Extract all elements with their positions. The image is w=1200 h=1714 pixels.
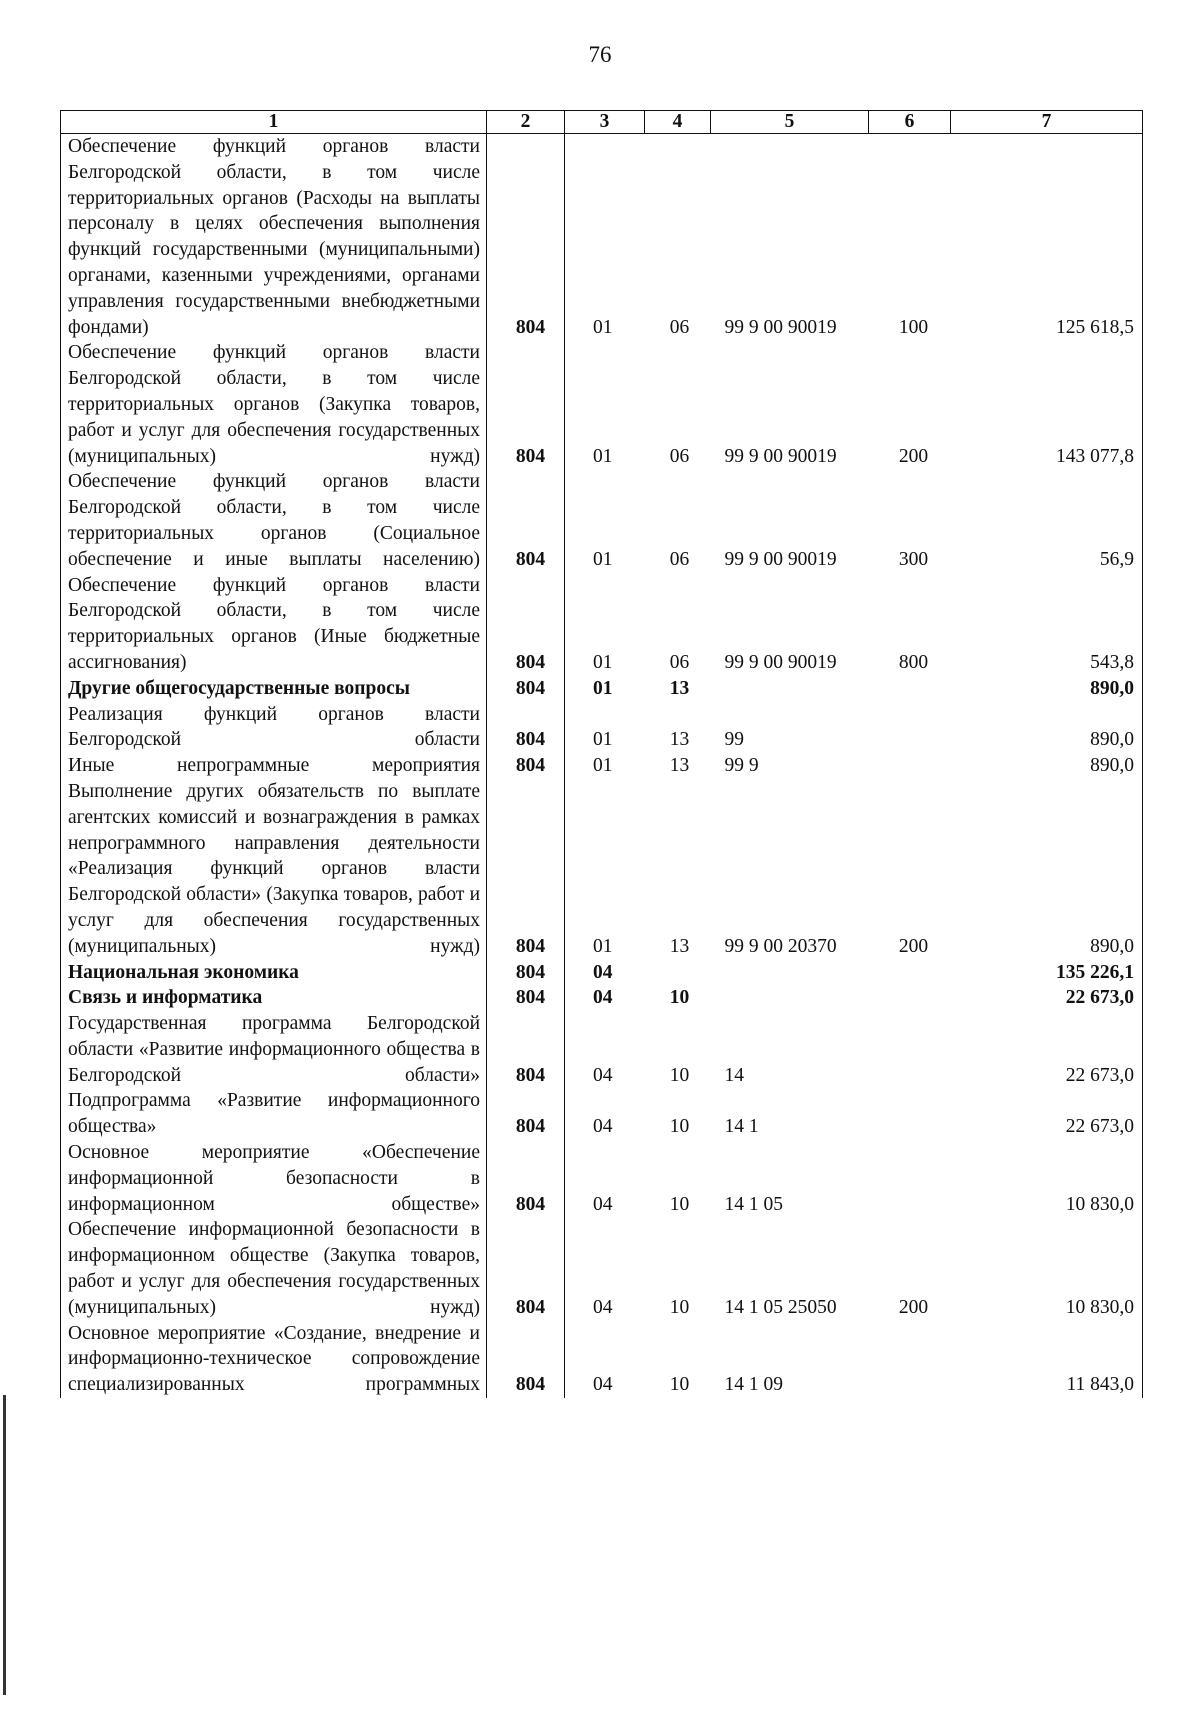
row-sum-cell: 22 673,0 (951, 985, 1143, 1011)
row-name-cell: Основное мероприятие «Обеспечение информационной безопасности в информационном обществе» (61, 1140, 487, 1217)
row-csr-cell: 99 9 00 20370 (724, 935, 837, 957)
row-rz-cell: 01 (593, 935, 613, 957)
row-rz-cell: 01 (593, 316, 613, 338)
row-ved-cell: 804 (487, 960, 565, 986)
row-ved-cell: 804 (487, 340, 565, 469)
row-rz-cell: 01 (593, 677, 613, 699)
table-row (61, 1088, 1143, 1140)
row-vr-cell (869, 1088, 951, 1140)
column-header: 6 (869, 111, 951, 134)
column-header: 7 (951, 111, 1143, 134)
row-pr-cell: 10 (669, 1116, 690, 1138)
row-pr-cell: 10 (669, 987, 690, 1009)
row-vr-cell: 800 (898, 651, 929, 673)
row-csr-cell: 14 1 05 25050 (724, 1296, 837, 1318)
table-row (61, 1217, 1143, 1320)
row-csr-cell: 14 1 05 (724, 1193, 783, 1215)
table-row (61, 753, 1143, 779)
row-vr-cell (869, 1321, 951, 1398)
row-name-cell: Подпрограмма «Развитие информационного общества» (61, 1088, 487, 1140)
row-rz-cell: 04 (593, 1296, 613, 1318)
row-sum-cell: 135 226,1 (951, 960, 1143, 986)
row-name-cell: Национальная экономика (61, 960, 487, 986)
row-pr-cell: 13 (669, 755, 690, 777)
table-row (61, 573, 1143, 676)
row-rz-cell: 04 (593, 987, 613, 1009)
row-sum-cell: 890,0 (951, 753, 1143, 779)
row-rz-cell: 04 (593, 1193, 613, 1215)
row-ved-cell: 804 (487, 1140, 565, 1217)
row-rz-cell: 04 (593, 1064, 613, 1086)
row-sum-cell: 11 843,0 (951, 1321, 1143, 1398)
column-header: 4 (645, 111, 711, 134)
row-csr-cell: 99 9 (724, 755, 759, 777)
row-sum-cell: 543,8 (951, 573, 1143, 676)
row-csr-cell: 14 1 (724, 1116, 759, 1138)
row-name-cell: Другие общегосударственные вопросы (61, 676, 487, 702)
row-vr-cell (869, 985, 951, 1011)
row-name-cell: Обеспечение функций органов власти Белгородской области, в том числе территориальных органов (Закупка товаров, работ и услуг для обеспечения государственных (муниципальных) нужд) (61, 340, 487, 469)
row-vr-cell (869, 960, 951, 986)
row-rz-cell: 04 (593, 1116, 613, 1138)
row-csr-cell: 99 9 00 90019 (724, 651, 837, 673)
row-csr-cell (711, 960, 869, 986)
column-header: 1 (61, 111, 487, 134)
row-pr-cell: 06 (669, 548, 690, 570)
row-name-cell: Обеспечение функций органов власти Белгородской области, в том числе территориальных органов (Социальное обеспечение и иные выплаты населению) (61, 469, 487, 572)
row-pr-cell: 06 (669, 445, 690, 467)
row-sum-cell: 890,0 (951, 779, 1143, 960)
row-ved-cell: 804 (487, 1321, 565, 1398)
row-csr-cell: 99 9 00 90019 (724, 548, 837, 570)
row-pr-cell: 06 (669, 651, 690, 673)
row-ved-cell: 804 (487, 676, 565, 702)
row-ved-cell: 804 (487, 469, 565, 572)
row-csr-cell: 99 9 00 90019 (724, 316, 837, 338)
row-vr-cell: 200 (898, 1296, 929, 1318)
row-sum-cell: 22 673,0 (951, 1088, 1143, 1140)
table-row (61, 702, 1143, 754)
row-pr-cell: 10 (669, 1064, 690, 1086)
row-pr-cell: 13 (669, 677, 690, 699)
row-ved-cell: 804 (487, 753, 565, 779)
row-sum-cell: 890,0 (951, 676, 1143, 702)
row-sum-cell: 10 830,0 (951, 1140, 1143, 1217)
row-rz-cell: 04 (593, 1374, 613, 1396)
row-csr-cell: 14 (724, 1064, 744, 1086)
table-row (61, 469, 1143, 572)
row-sum-cell: 890,0 (951, 702, 1143, 754)
row-ved-cell: 804 (487, 134, 565, 341)
row-sum-cell: 22 673,0 (951, 1011, 1143, 1088)
row-pr-cell: 10 (669, 1374, 690, 1396)
row-name-cell: Основное мероприятие «Создание, внедрение и информационно-техническое сопровождение специализированных программных (61, 1321, 487, 1398)
row-name-cell: Иные непрограммные мероприятия (61, 753, 487, 779)
row-name-cell: Связь и информатика (61, 985, 487, 1011)
row-csr-cell: 99 (724, 729, 744, 751)
row-rz-cell: 01 (593, 755, 613, 777)
table-row (61, 676, 1143, 702)
row-csr-cell (711, 985, 869, 1011)
row-rz-cell: 01 (593, 729, 613, 751)
row-pr-cell: 06 (669, 316, 690, 338)
row-pr-cell: 13 (669, 935, 690, 957)
row-rz-cell: 01 (593, 548, 613, 570)
scan-edge (3, 1395, 6, 1695)
row-csr-cell (711, 676, 869, 702)
row-ved-cell: 804 (487, 1011, 565, 1088)
table-body (61, 134, 1143, 1399)
row-pr-cell: 10 (669, 1193, 690, 1215)
page-number: 76 (588, 42, 612, 67)
row-vr-cell (869, 1011, 951, 1088)
row-ved-cell: 804 (487, 702, 565, 754)
table-row (61, 1140, 1143, 1217)
table-row (61, 960, 1143, 986)
row-rz-cell: 01 (593, 651, 613, 673)
row-name-cell: Обеспечение функций органов власти Белгородской области, в том числе территориальных органов (Расходы на выплаты персоналу в целях обеспечения выполнения функций государственными (муниципальными) органами, казенными учреждениями, органами управления государственными внебюджетными фондами) (61, 134, 487, 341)
table-row (61, 985, 1143, 1011)
row-rz-cell: 04 (593, 961, 613, 983)
row-name-cell: Выполнение других обязательств по выплате агентских комиссий и вознаграждения в рамках непрограммного направления деятельности «Реализация функций органов власти Белгородской области» (Закупка товаров, работ и услуг для обеспечения государственных (муниципальных) нужд) (61, 779, 487, 960)
row-sum-cell: 56,9 (951, 469, 1143, 572)
row-vr-cell (869, 753, 951, 779)
row-ved-cell: 804 (487, 1088, 565, 1140)
row-name-cell: Обеспечение функций органов власти Белгородской области, в том числе территориальных органов (Иные бюджетные ассигнования) (61, 573, 487, 676)
column-header: 2 (487, 111, 565, 134)
row-vr-cell: 300 (898, 548, 929, 570)
table-row (61, 1321, 1143, 1398)
row-name-cell: Обеспечение информационной безопасности в информационном обществе (Закупка товаров, работ и услуг для обеспечения государственных (муниципальных) нужд) (61, 1217, 487, 1320)
row-ved-cell: 804 (487, 779, 565, 960)
row-vr-cell (869, 1140, 951, 1217)
table-header-row (61, 111, 1143, 134)
row-vr-cell: 100 (898, 316, 929, 338)
row-vr-cell: 200 (898, 445, 929, 467)
row-pr-cell: 13 (669, 729, 690, 751)
row-csr-cell: 14 1 09 (724, 1374, 783, 1396)
row-ved-cell: 804 (487, 573, 565, 676)
row-sum-cell: 125 618,5 (951, 134, 1143, 341)
table-row (61, 340, 1143, 469)
row-name-cell: Реализация функций органов власти Белгородской области (61, 702, 487, 754)
table-row (61, 1011, 1143, 1088)
table-row (61, 134, 1143, 341)
row-name-cell: Государственная программа Белгородской области «Развитие информационного общества в Белгородской области» (61, 1011, 487, 1088)
row-ved-cell: 804 (487, 985, 565, 1011)
budget-table (60, 110, 1143, 1398)
row-sum-cell: 143 077,8 (951, 340, 1143, 469)
row-vr-cell: 200 (898, 935, 929, 957)
row-sum-cell: 10 830,0 (951, 1217, 1143, 1320)
column-header: 5 (711, 111, 869, 134)
row-rz-cell: 01 (593, 445, 613, 467)
row-csr-cell: 99 9 00 90019 (724, 445, 837, 467)
row-pr-cell: 10 (669, 1296, 690, 1318)
row-ved-cell: 804 (487, 1217, 565, 1320)
table-row (61, 779, 1143, 960)
column-header: 3 (565, 111, 645, 134)
row-vr-cell (869, 676, 951, 702)
row-pr-cell (645, 960, 711, 986)
row-vr-cell (869, 702, 951, 754)
